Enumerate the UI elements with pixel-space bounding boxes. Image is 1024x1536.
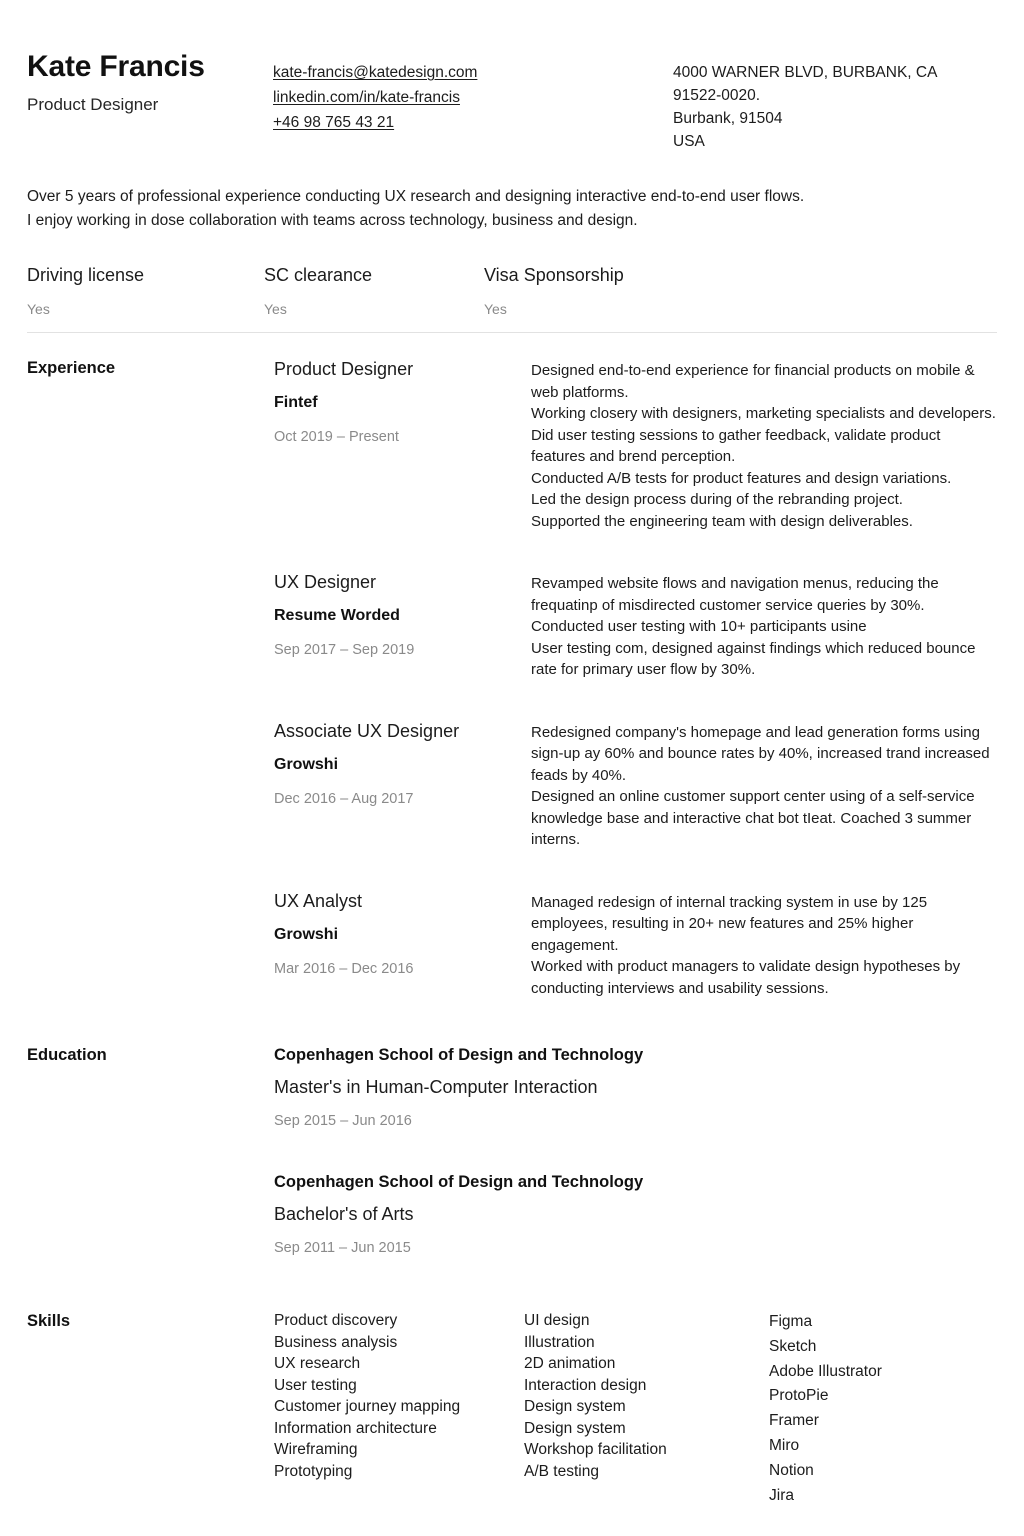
description-item: Worked with product managers to validate design hypotheses by conducting interviews and usability sessions. (531, 958, 961, 997)
education-entries (274, 1044, 997, 1258)
experience-meta (274, 889, 531, 979)
skills-columns (274, 1310, 999, 1508)
experience-item (274, 570, 997, 681)
contact-row-linkedin (273, 85, 673, 110)
experience-description (531, 719, 997, 851)
address-line-2: 91522-0020. (673, 87, 761, 104)
attribute-value: Yes (264, 301, 287, 317)
summary-line-1: Over 5 years of professional experience conducting UX research and designing interactive end-to-end user flows. (27, 188, 805, 205)
address-line-3: Burbank, 91504 (673, 110, 783, 127)
description-item: Designed an online customer support center using of a self-service knowledge base and interactive chat bot tIeat. Coached 3 summer interns. (531, 788, 975, 848)
skills-column-methods (274, 1310, 524, 1482)
contact-row-email (273, 60, 673, 85)
experience-meta (274, 719, 531, 809)
education-school: Copenhagen School of Design and Technology (274, 1046, 644, 1064)
education-dates: Sep 2011 – Jun 2015 (274, 1240, 411, 1256)
job-dates: Oct 2019 – Present (274, 429, 399, 445)
professional-summary (27, 185, 927, 233)
attribute-label: Visa Sponsorship (484, 265, 624, 285)
skill-item: Notion (769, 1461, 814, 1479)
description-item: Managed redesign of internal tracking system in use by 125 employees, resulting in 20+ new features and 25% higher engagement. (531, 893, 928, 954)
skill-item: Sketch (769, 1337, 817, 1355)
education-item (274, 1171, 997, 1258)
skill-item: Design system (524, 1398, 626, 1415)
skill-item: Jira (769, 1486, 794, 1504)
skill-item: Product discovery (274, 1312, 398, 1329)
experience-item (274, 719, 997, 851)
job-title: Associate UX Designer (274, 720, 460, 741)
skill-item: Miro (769, 1436, 800, 1454)
job-title: Product Designer (274, 359, 414, 379)
experience-item (274, 357, 997, 532)
job-title: UX Designer (274, 572, 377, 592)
description-item: Supported the engineering team with design deliverables. (531, 512, 913, 530)
skill-item: Prototyping (274, 1462, 353, 1480)
section-divider (27, 332, 997, 333)
section-heading-skills: Skills (27, 1312, 71, 1330)
skill-item: Information architecture (274, 1419, 437, 1437)
education-dates: Sep 2015 – Jun 2016 (274, 1113, 412, 1129)
skills-section (27, 1310, 997, 1508)
job-title: UX Analyst (274, 890, 363, 911)
job-company: Growshi (274, 925, 339, 943)
contact-row-phone (273, 110, 673, 135)
contact-block (273, 44, 673, 135)
skill-item: Figma (769, 1313, 813, 1330)
skill-item: Workshop facilitation (524, 1441, 667, 1458)
experience-item (274, 889, 997, 1000)
description-item: Conducted user testing with 10+ participants usine (531, 618, 867, 635)
skills-body (274, 1310, 999, 1508)
skill-item: 2D animation (524, 1355, 616, 1372)
identity-block (27, 44, 273, 115)
education-section (27, 1044, 997, 1258)
attribute-driving-license (27, 263, 264, 319)
description-item: Working closery with designers, marketing specialists and developers. (531, 405, 996, 422)
skill-item: Customer journey mapping (274, 1398, 461, 1415)
job-dates: Dec 2016 – Aug 2017 (274, 790, 414, 807)
skill-item: UI design (524, 1312, 590, 1329)
contact-linkedin-link[interactable]: linkedin.com/in/kate-francis (273, 89, 460, 106)
experience-description (531, 889, 997, 1000)
skill-item: Illustration (524, 1333, 595, 1351)
attribute-value: Yes (27, 301, 50, 317)
skill-item: ProtoPie (769, 1387, 829, 1405)
address-block (673, 44, 997, 153)
attribute-label: Driving license (27, 265, 145, 285)
education-label-column (27, 1044, 274, 1066)
contact-phone-link[interactable]: +46 98 765 43 21 (273, 114, 395, 131)
attribute-value: Yes (484, 301, 507, 317)
education-degree: Bachelor's of Arts (274, 1204, 414, 1224)
description-item: Did user testing sessions to gather feedback, validate product features and brend perception. (531, 426, 941, 465)
description-item: User testing com, designed against findings which reduced bounce rate for primary user flow by 30%. (531, 639, 976, 678)
skill-item: User testing (274, 1376, 357, 1394)
skill-item: Business analysis (274, 1333, 398, 1351)
attributes-row (27, 263, 997, 319)
candidate-name: Kate Francis (27, 50, 205, 83)
job-dates: Sep 2017 – Sep 2019 (274, 642, 415, 658)
skills-column-tools (769, 1310, 999, 1508)
description-item: Revamped website flows and navigation menus, reducing the frequatinp of misdirected customer service queries by 30%. (531, 575, 939, 614)
description-item: Redesigned company's homepage and lead generation forms using sign-up ay 60% and bounce rates by 40%, increased trand increased feads by 40%. (531, 723, 990, 784)
attribute-sc-clearance (264, 263, 484, 319)
attribute-label: SC clearance (264, 265, 373, 285)
summary-line-2: I enjoy working in dose collaboration with teams across technology, business and design. (27, 212, 638, 229)
address-line-4: USA (673, 133, 705, 150)
education-item (274, 1044, 997, 1131)
description-item: Designed end-to-end experience for financial products on mobile & web platforms. (531, 362, 975, 401)
candidate-role: Product Designer (27, 95, 159, 114)
skill-item: Framer (769, 1412, 819, 1430)
address-line-1: 4000 WARNER BLVD, BURBANK, CA (673, 64, 938, 81)
education-school: Copenhagen School of Design and Technology (274, 1173, 644, 1191)
resume-header (27, 44, 997, 153)
experience-section (27, 357, 997, 999)
skill-item: Design system (524, 1419, 626, 1437)
skills-label-column (27, 1310, 274, 1332)
experience-entries (274, 357, 997, 999)
skill-item: Adobe Illustrator (769, 1362, 882, 1380)
section-heading-education: Education (27, 1046, 107, 1064)
skill-item: A/B testing (524, 1462, 599, 1480)
skill-item: Wireframing (274, 1441, 358, 1458)
job-dates: Mar 2016 – Dec 2016 (274, 960, 414, 977)
job-company: Growshi (274, 755, 339, 773)
experience-meta (274, 357, 531, 447)
section-heading-experience: Experience (27, 359, 116, 377)
experience-description (531, 357, 997, 532)
description-item: Led the design process during of the rebranding project. (531, 491, 903, 508)
skill-item: Interaction design (524, 1376, 647, 1394)
attribute-visa-sponsorship (484, 263, 784, 319)
experience-description (531, 570, 997, 681)
job-company: Resume Worded (274, 607, 400, 624)
experience-label-column (27, 357, 274, 379)
skills-column-design (524, 1310, 769, 1482)
experience-meta (274, 570, 531, 660)
contact-email-link[interactable]: kate-francis@katedesign.com (273, 64, 478, 81)
education-degree: Master's in Human-Computer Interaction (274, 1077, 598, 1097)
description-item: Conducted A/B tests for product features and design variations. (531, 469, 952, 487)
job-company: Fintef (274, 394, 318, 411)
skill-item: UX research (274, 1355, 361, 1372)
